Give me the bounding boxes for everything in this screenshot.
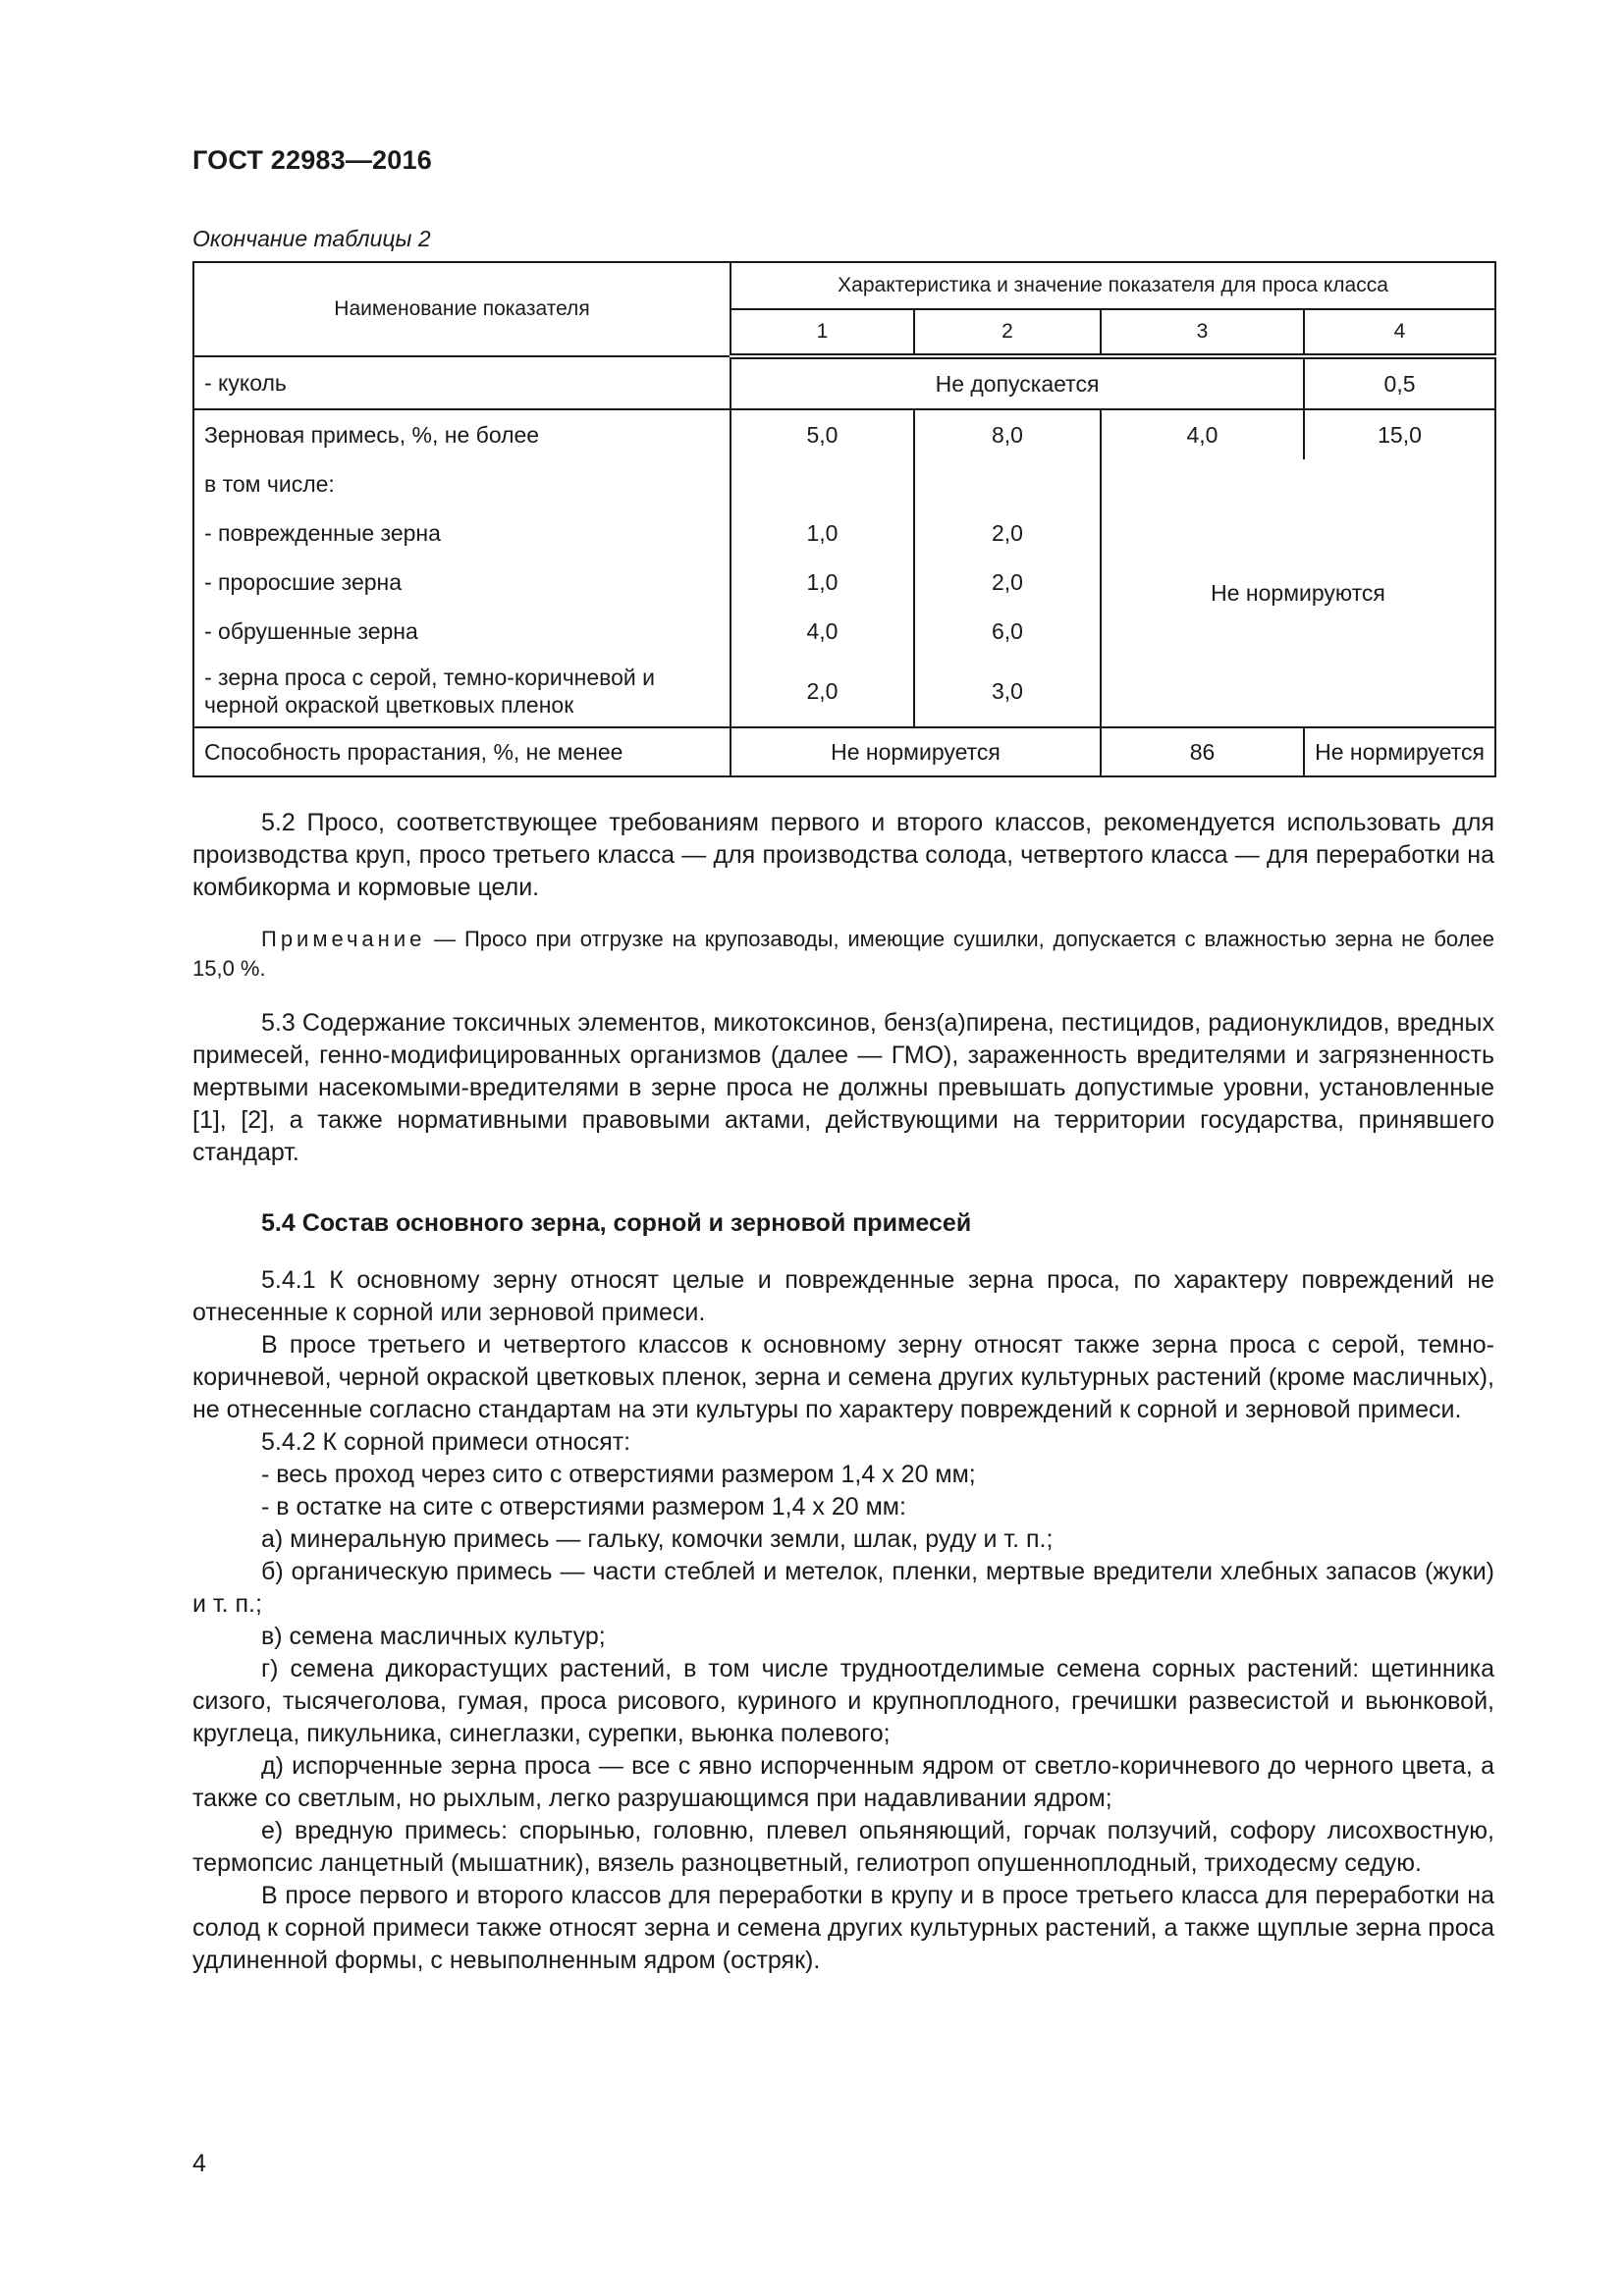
paragraph-5-4-1b: В просе третьего и четвертого классов к основному зерну относят также зерна проса с серой, темно-коричневой, черной окраской цветковых пленок, зерна и семена других культурных растений (кроме масличных), не отнесенные согласно стандартам на эти культуры по характеру повреждений к сорной и зерновой примеси. [192, 1331, 1494, 1423]
row-name: Способность прорастания, %, не менее [193, 727, 731, 776]
table-row [193, 727, 1495, 776]
cell-value: 4,0 [1101, 409, 1304, 459]
cell-value: 2,0 [914, 558, 1101, 607]
cell-value: 86 [1101, 727, 1304, 776]
table-row [193, 356, 1495, 409]
list-item: б) органическую примесь — части стеблей и метелок, пленки, мертвые вредители хлебных запасов (жуки) и т. п.; [192, 1558, 1494, 1618]
list-item: д) испорченные зерна проса — все с явно испорченным ядром от светло-коричневого до черного цвета, а также со светлым, но рыхлым, легко разрушающимся при надавливании ядром; [192, 1752, 1494, 1812]
requirements-table [192, 261, 1496, 777]
list-item: - весь проход через сито с отверстиями размером 1,4 х 20 мм; [261, 1461, 976, 1488]
list-item: а) минеральную примесь — гальку, комочки земли, шлак, руду и т. п.; [261, 1525, 1054, 1553]
note-text: — Просо при отгрузке на крупозаводы, имеющие сушилки, допускается с влажностью зерна не более 15,0 %. [192, 927, 1494, 981]
cell-value: 1,0 [731, 558, 914, 607]
row-name: - поврежденные зерна [193, 508, 731, 558]
cell-value: Не нормируется [1304, 727, 1495, 776]
section-heading-5-4: 5.4 Состав основного зерна, сорной и зерновой примесей [261, 1209, 972, 1237]
cell-value: 3,0 [914, 656, 1101, 727]
cell-value: 0,5 [1304, 356, 1495, 409]
list-item: г) семена дикорастущих растений, в том числе трудноотделимые семена сорных растений: щетинника сизого, тысячеголова, гумая, проса рисового, куриного и крупноплодного, гречишки развесистой и вьюнковой, круглеца, пикульника, синеглазки, сурепки, вьюнка полевого; [192, 1655, 1494, 1747]
paragraph-5-2: 5.2 Просо, соответствующее требованиям первого и второго классов, рекомендуется использовать для производства круп, просо третьего класса — для производства солода, четвертого класса — для переработки на комбикорма и кормовые цели. [192, 809, 1494, 901]
cell-value: Не нормируется [731, 727, 1101, 776]
paragraph-final: В просе первого и второго классов для переработки в крупу и в просе третьего класса для переработки на солод к сорной примеси также относят зерна и семена других культурных растений, а также щуплые зерна проса удлиненной формы, с невыполненным ядром (остряк). [192, 1882, 1494, 1974]
cell-value: 8,0 [914, 409, 1101, 459]
row-name: Зерновая примесь, %, не более [193, 409, 731, 459]
table-row [193, 459, 1495, 508]
table-note [192, 925, 1494, 984]
header-indicator-name: Наименование показателя [193, 262, 731, 356]
cell-not-normed: Не нормируются [1101, 459, 1495, 727]
note-label: Примечание [261, 927, 426, 951]
header-class-1: 1 [731, 309, 914, 356]
cell-value: 1,0 [731, 508, 914, 558]
table-row [193, 409, 1495, 459]
cell-value: 6,0 [914, 607, 1101, 656]
paragraph-5-3: 5.3 Содержание токсичных элементов, микотоксинов, бенз(а)пирена, пестицидов, радионуклидов, вредных примесей, генно-модифицированных организмов (далее — ГМО), зараженность вредителями и загрязненность мертвыми насекомыми-вредителями в зерне проса не должны превышать допустимые уровни, установленные [1], [2], а также нормативными правовыми актами, действующими на территории государства, принявшего стандарт. [192, 1009, 1494, 1166]
row-name: - проросшие зерна [193, 558, 731, 607]
cell-value: Не допускается [731, 356, 1304, 409]
cell-value: 15,0 [1304, 409, 1495, 459]
table-caption: Окончание таблицы 2 [192, 226, 431, 251]
row-name: в том числе: [193, 459, 731, 508]
header-class-2: 2 [914, 309, 1101, 356]
list-item: в) семена масличных культур; [261, 1623, 606, 1650]
cell-value: 2,0 [731, 656, 914, 727]
row-name: - куколь [193, 356, 731, 409]
page-number: 4 [192, 2150, 206, 2177]
cell-value: 4,0 [731, 607, 914, 656]
header-class-4: 4 [1304, 309, 1495, 356]
cell-value: 2,0 [914, 508, 1101, 558]
row-name: - обрушенные зерна [193, 607, 731, 656]
header-class-3: 3 [1101, 309, 1304, 356]
paragraph-5-4-1: 5.4.1 К основному зерну относят целые и поврежденные зерна проса, по характеру повреждений не отнесенные к сорной или зерновой примеси. [192, 1266, 1494, 1326]
list-item: е) вредную примесь: спорынью, головню, плевел опьяняющий, горчак ползучий, софору лисохвостную, термопсис ланцетный (мышатник), вязель разноцветный, гелиотроп опушенноплодный, триходесму седую. [192, 1817, 1494, 1877]
header-class-group: Характеристика и значение показателя для проса класса [731, 262, 1495, 309]
cell-value: 5,0 [731, 409, 914, 459]
list-item: - в остатке на сите с отверстиями размером 1,4 х 20 мм: [261, 1493, 906, 1521]
document-header: ГОСТ 22983—2016 [192, 145, 432, 175]
section-5-4-body [192, 1264, 1494, 1977]
row-name: - зерна проса с серой, темно-коричневой и черной окраской цветковых пленок [193, 656, 731, 727]
paragraph-5-4-2: 5.4.2 К сорной примеси относят: [261, 1428, 631, 1456]
